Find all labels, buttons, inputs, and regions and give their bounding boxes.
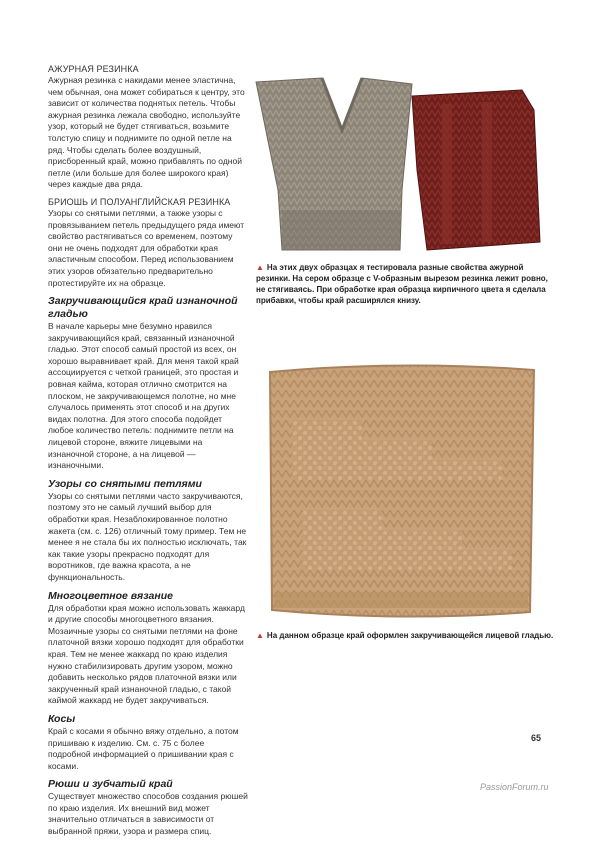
section-heading: Рюши и зубчатый край	[48, 778, 173, 791]
section-heading: Узоры со снятыми петлями	[48, 477, 202, 490]
caption-text: На данном образце край оформлен закручивающейся лицевой гладью.	[266, 631, 554, 640]
watermark: PassionForum.ru	[480, 782, 549, 792]
section-brioche	[48, 197, 248, 289]
section-body: Узоры со снятыми петлями, а также узоры с провязыванием петель предыдущего ряда имеют свойство растягиваться со временем, поэтому они не очень подходят для обработки края эластичным способом. Перед использованием этих узоров обязательно предварительно протестируйте их на образце.	[48, 207, 245, 288]
section-title: БРИОШЬ И ПОЛУАНГЛИЙСКАЯ РЕЗИНКА	[48, 196, 231, 207]
section-title: АЖУРНАЯ РЕЗИНКА	[48, 64, 139, 74]
section-body: Край с косами я обычно вяжу отдельно, а потом пришиваю к изделию. См. с. 75 с более подробной информацией о пришивании края с косами.	[48, 725, 239, 771]
section-body: Ажурная резинка с накидами менее эластична, чем обычная, она может собираться к центру, это зависит от количества поднятых петель. Чтобы ажурная резинка лежала свободно, используйте узор, который не будет стягиваться, возьмите толстую спицу и поднимите по одной петле на ряд. Чтобы сделать более воздушный, присборенный край, можно прибавлять по одной петле (или больше для более широкого края) через каждые два ряда.	[48, 75, 245, 190]
section-body: Узоры со снятыми петлями часто закручиваются, поэтому это не самый лучший выбор для обработки края. Незаблокированное полотно жакета (см. с. 126) отличный тому пример. Тем не менее я не стала бы их полностью исключать, так как такие узоры прекрасно подходят для воротников, где важна красота, а не функциональность.	[48, 490, 247, 582]
section-ruffles	[48, 778, 248, 837]
section-heading: Многоцветное вязание	[48, 589, 173, 602]
text-column	[48, 64, 248, 842]
section-slip-stitch	[48, 478, 248, 584]
page-number: 65	[531, 733, 542, 743]
section-colorwork	[48, 590, 248, 707]
swatch-photo-rolled-edge	[262, 360, 542, 624]
caption-top	[256, 262, 556, 306]
swatch-photo-openwork-rib	[252, 70, 552, 258]
section-heading: Косы	[48, 712, 76, 725]
section-body: Существует множество способов создания рюшей по краю изделия. Их внешний вид может значительно отличаться в зависимости от выбранной пряжи, узора и размера спиц.	[48, 791, 248, 837]
section-body: В начале карьеры мне безумно нравился закручивающийся край, связанный изнаночной гладью. Этот способ самый простой из всех, он хорошо выравнивает край. Для меня такой край ассоциируется с четкой границей, это простая и ровная кайма, которая отлично смотрится на плоском, не закручивающемся полотне, но мне случалось применять этот способ и на других видах полотна. Для этого способа подойдет любое количество петель: поднимите петли на лицевой стороне, вяжите лицевыми на изнаночной стороне, а на лицевой — изнаночными.	[48, 321, 239, 471]
triangle-bullet-icon: ▲	[256, 631, 264, 640]
section-body: Для обработки края можно использовать жаккард и другие способы многоцветного вязания. Мозаичные узоры со снятыми петлями на фоне платочной вязки хорошо подходят для обработки края. Тем не менее жаккард по краю изделия нужно стабилизировать другим узором, можно добавить несколько рядов платочной вязки или закрученный край изнаночной гладью, с такой каймой жаккард не будет закручиваться.	[48, 602, 245, 706]
triangle-bullet-icon: ▲	[256, 263, 264, 272]
section-rolled-edge	[48, 295, 248, 472]
section-cables	[48, 713, 248, 772]
caption-text: На этих двух образцах я тестировала разные свойства ажурной резинки. На сером образце с V-образным вырезом резинка лежит ровно, не стягиваясь. При обработке края образца кирпичного цвета я сделала прибавки, чтобы край расширялся книзу.	[256, 263, 548, 305]
caption-bottom	[256, 630, 566, 641]
section-openwork-rib	[48, 64, 248, 191]
section-heading: Закручивающийся край изнаночной гладью	[48, 295, 238, 321]
